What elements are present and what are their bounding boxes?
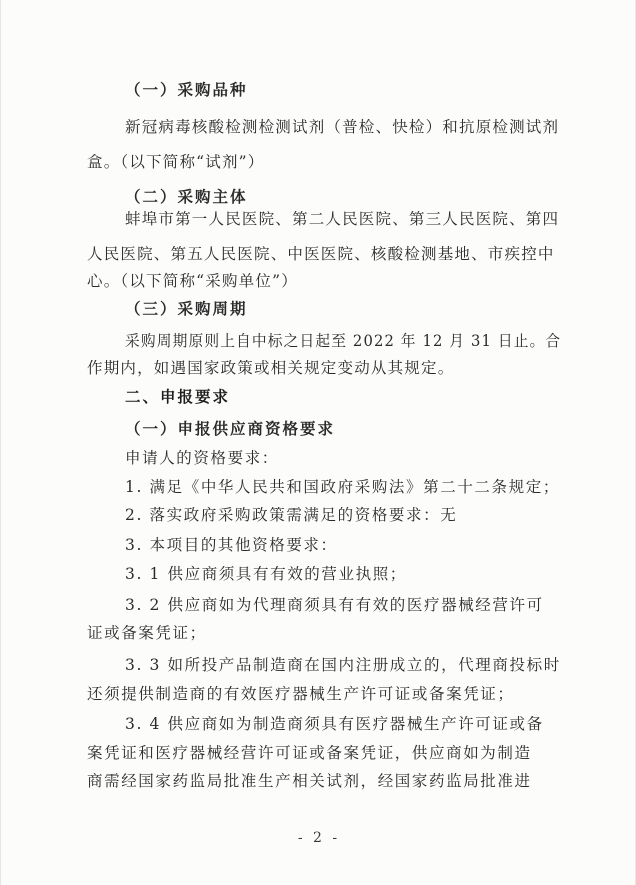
- paragraph-line: 作期内，如遇国家政策或相关规定变动从其规定。: [87, 359, 455, 377]
- paragraph-line: 人民医院、第五人民医院、中医医院、核酸检测基地、市疾控中: [87, 245, 555, 263]
- paragraph-line: 还须提供制造商的有效医疗器械生产许可证或备案凭证；: [87, 685, 515, 703]
- section-heading-application-requirements: 二、申报要求: [125, 388, 231, 406]
- section-heading-procurement-variety: （一）采购品种: [125, 81, 248, 99]
- list-item: 3. 1 供应商须具有有效的营业执照；: [125, 565, 407, 583]
- paragraph-line: 商需经国家药监局批准生产相关试剂，经国家药监局批准进: [87, 772, 532, 790]
- paragraph-line: 证或备案凭证；: [87, 624, 207, 642]
- paragraph-line: 蚌埠市第一人民医院、第二人民医院、第三人民医院、第四: [125, 210, 560, 228]
- list-item: 2. 落实政府采购政策需满足的资格要求：无: [125, 506, 458, 524]
- section-heading-procurement-period: （三）采购周期: [125, 300, 248, 318]
- subsection-heading-supplier-qualification: （一）申报供应商资格要求: [125, 420, 336, 438]
- paragraph-line: 案凭证和医疗器械经营许可证或备案凭证，供应商如为制造: [87, 744, 532, 762]
- paragraph-line: 盒。（以下简称“试剂”）: [87, 153, 265, 171]
- page-number: - 2 -: [297, 830, 341, 846]
- section-heading-procurement-subject: （二）采购主体: [125, 188, 248, 206]
- list-item: 3. 本项目的其他资格要求：: [125, 536, 338, 554]
- paragraph-line: 申请人的资格要求：: [125, 449, 279, 467]
- paragraph-line: 新冠病毒核酸检测检测试剂（普检、快检）和抗原检测试剂: [125, 118, 560, 136]
- list-item: 3. 2 供应商如为代理商须具有有效的医疗器械经营许可: [125, 596, 544, 614]
- list-item: 1. 满足《中华人民共和国政府采购法》第二十二条规定；: [125, 478, 560, 496]
- paragraph-line: 采购周期原则上自中标之日起至 2022 年 12 月 31 日止。合: [125, 332, 562, 350]
- paragraph-line: 心。（以下简称“采购单位”）: [87, 272, 298, 290]
- list-item: 3. 3 如所投产品制造商在国内注册成立的，代理商投标时: [125, 656, 561, 674]
- list-item: 3. 4 供应商如为制造商须具有医疗器械生产许可证或备: [125, 715, 544, 733]
